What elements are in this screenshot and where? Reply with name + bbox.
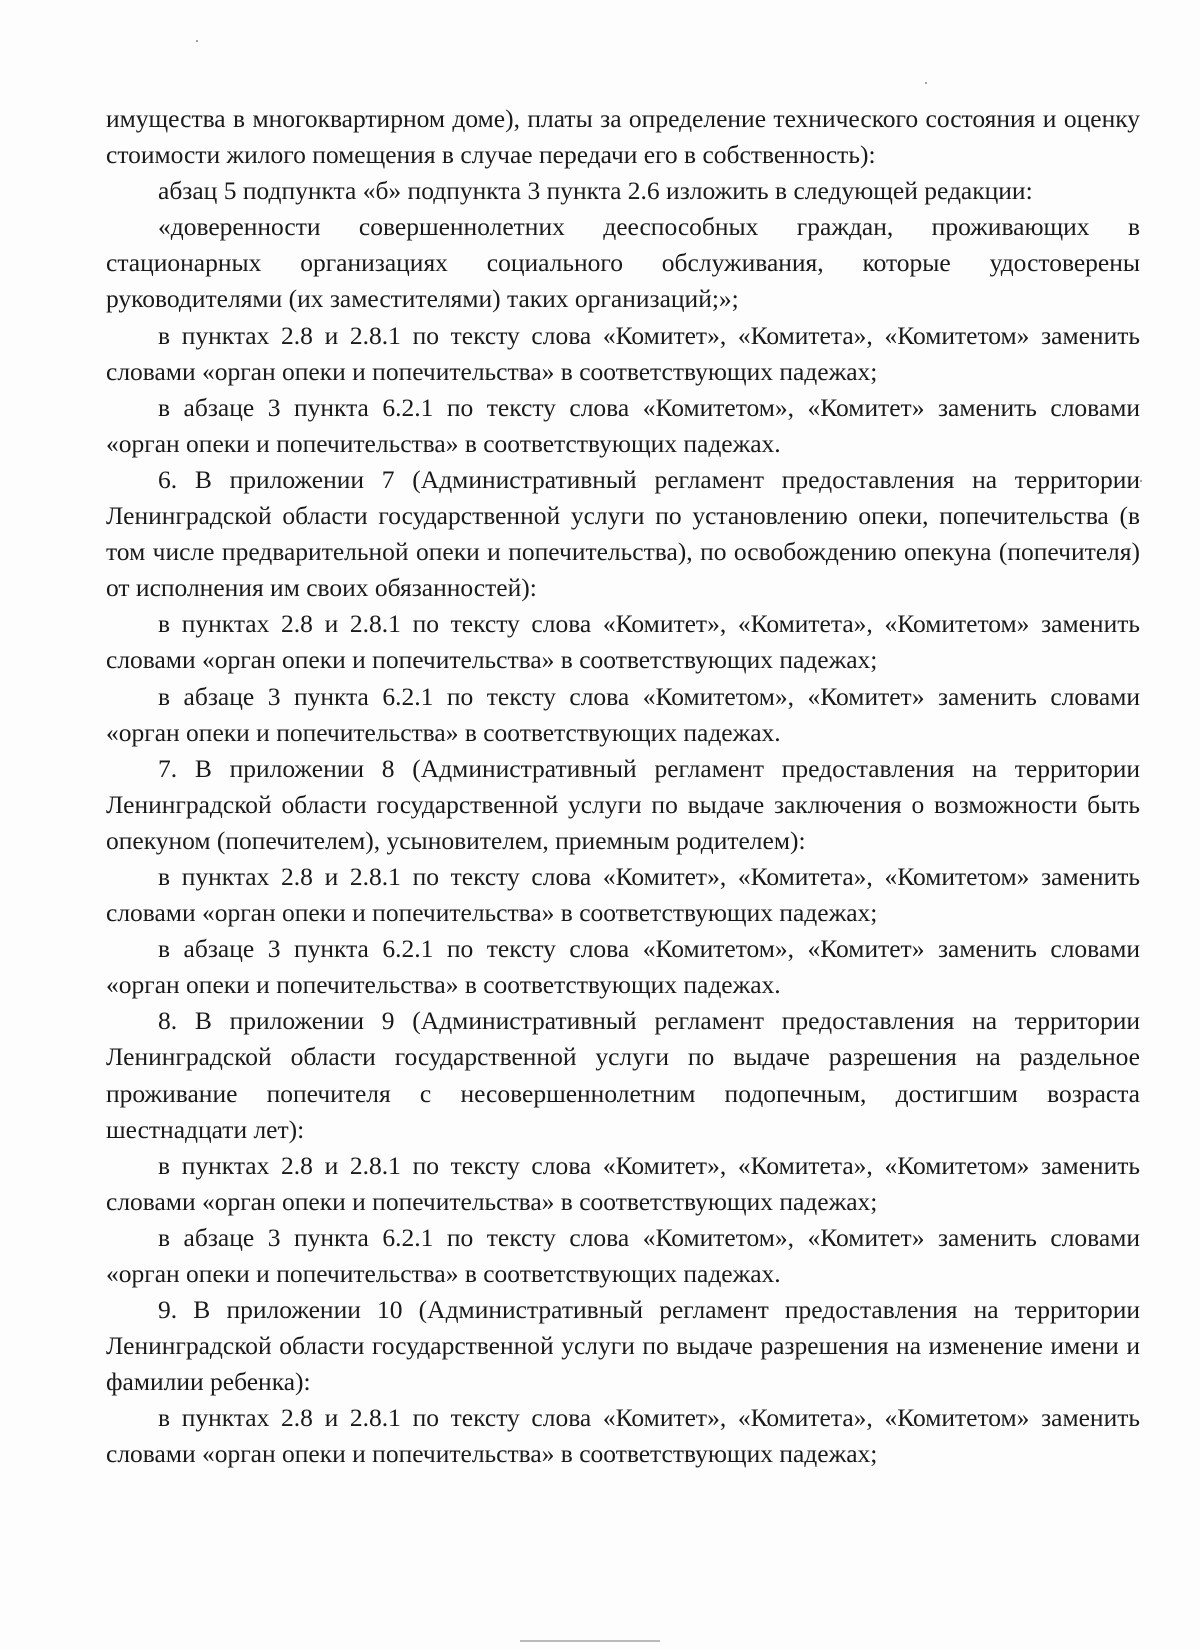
scan-speck: [1140, 480, 1142, 482]
paragraph: в пунктах 2.8 и 2.8.1 по тексту слова «Комитет», «Комитета», «Комитетом» заменить словами «орган опеки и попечительства» в соответствующих падежах;: [106, 320, 1140, 386]
scan-speck: [925, 82, 927, 84]
paragraph: в абзаце 3 пункта 6.2.1 по тексту слова «Комитетом», «Комитет» заменить словами «орган опеки и попечительства» в соответствующих падежах.: [106, 934, 1140, 1000]
paragraph: в абзаце 3 пункта 6.2.1 по тексту слова «Комитетом», «Комитет» заменить словами «орган опеки и попечительства» в соответствующих падежах.: [106, 681, 1140, 747]
paragraph: в пунктах 2.8 и 2.8.1 по тексту слова «Комитет», «Комитета», «Комитетом» заменить словами «орган опеки и попечительства» в соответствующих падежах;: [106, 1403, 1140, 1469]
paragraph: в пунктах 2.8 и 2.8.1 по тексту слова «Комитет», «Комитета», «Комитетом» заменить словами «орган опеки и попечительства» в соответствующих падежах;: [106, 861, 1140, 928]
section-item-6: 6. В приложении 7 (Административный регламент предоставления на территории Ленинградской области государственной услуги по установлению опеки, попечительства (в том числе предварительной опеки и попечительства), по освобождению опекуна (попечителя) от исполнения им своих обязанностей):: [106, 464, 1140, 603]
scan-edge-mark: [520, 1640, 660, 1642]
paragraph: абзац 5 подпункта «б» подпункта 3 пункта 2.6 изложить в следующей редакции:: [158, 176, 1033, 206]
paragraph: в пунктах 2.8 и 2.8.1 по тексту слова «Комитет», «Комитета», «Комитетом» заменить словами «орган опеки и попечительства» в соответствующих падежах;: [106, 609, 1140, 675]
paragraph: в абзаце 3 пункта 6.2.1 по тексту слова «Комитетом», «Комитет» заменить словами «орган опеки и попечительства» в соответствующих падежах.: [106, 392, 1140, 458]
scan-speck: [196, 40, 198, 42]
section-item-8: 8. В приложении 9 (Административный регламент предоставления на территории Ленинградской области государственной услуги по выдаче разрешения на раздельное проживание попечителя с несовершеннолетним подопечным, достигшим возраста шестнадцати лет):: [106, 1006, 1140, 1144]
document-body: [106, 101, 1140, 1473]
paragraph: «доверенности совершеннолетних дееспособных граждан, проживающих в стационарных организациях социального обслуживания, которые удостоверены руководителями (их заместителями) таких организаций;»;: [106, 212, 1140, 314]
paragraph: в пунктах 2.8 и 2.8.1 по тексту слова «Комитет», «Комитета», «Комитетом» заменить словами «орган опеки и попечительства» в соответствующих падежах;: [106, 1150, 1140, 1216]
section-item-9: 9. В приложении 10 (Административный регламент предоставления на территории Ленинградской области государственной услуги по выдаче разрешения на изменение имени и фамилии ребенка):: [106, 1295, 1140, 1397]
paragraph: в абзаце 3 пункта 6.2.1 по тексту слова «Комитетом», «Комитет» заменить словами «орган опеки и попечительства» в соответствующих падежах.: [106, 1222, 1140, 1288]
paragraph: имущества в многоквартирном доме), платы за определение технического состояния и оценку стоимости жилого помещения в случае передачи его в собственность):: [106, 104, 1140, 170]
section-item-7: 7. В приложении 8 (Административный регламент предоставления на территории Ленинградской области государственной услуги по выдаче заключения о возможности быть опекуном (попечителем), усыновителем, приемным родителем):: [106, 753, 1140, 855]
